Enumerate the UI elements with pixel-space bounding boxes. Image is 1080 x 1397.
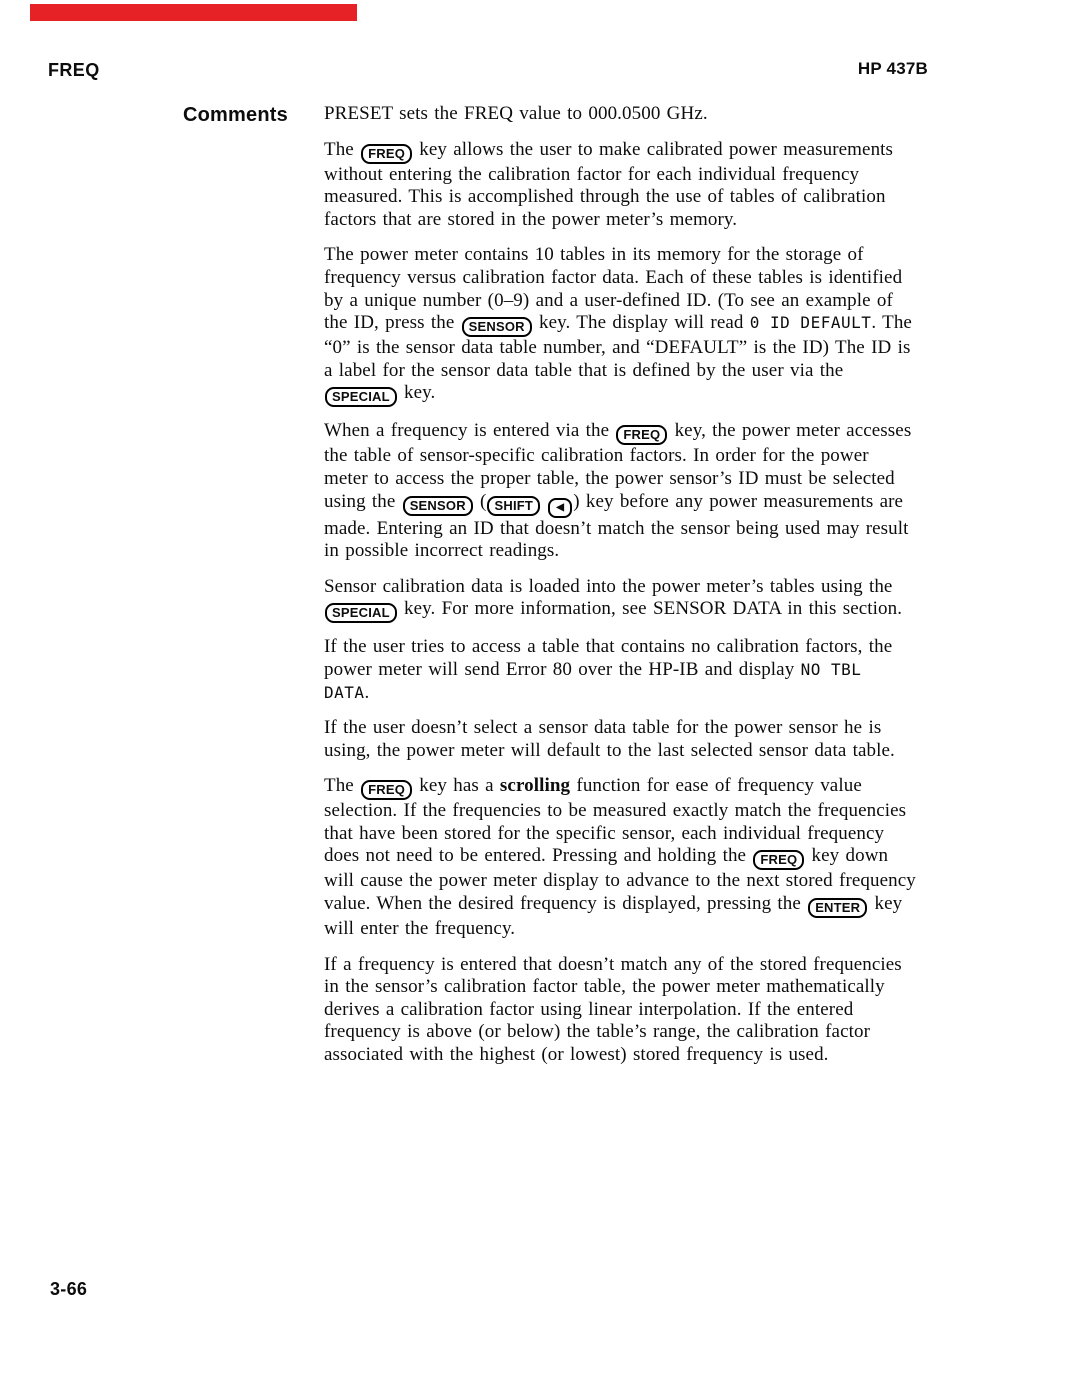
text-run: If a frequency is entered that doesn’t match any of the stored frequencies in the sensor’s calibration factor table, the power meter mathematically derives a calibration factor using linear interpolation. If the entered frequency is above (or below) the table’s range, the calibration factor associated with the highest (or lowest) stored frequency is used. [324, 953, 902, 1066]
sensor-keycap: SENSOR [462, 317, 532, 337]
paragraph [324, 576, 916, 624]
text-run: key has a [413, 775, 500, 797]
paragraph [324, 420, 916, 562]
text-run: . The “0” is the sensor data table number, and “DEFAULT” is the ID) The ID is a label for the sensor data table that is defined by the user via the [324, 312, 912, 381]
paragraph [324, 954, 916, 1067]
special-keycap: SPECIAL [325, 603, 397, 623]
paragraph [324, 717, 916, 762]
lcd-display-text: 0 ID DEFAULT [749, 313, 872, 333]
left-arrow-keycap: ◀ [548, 498, 572, 518]
freq-keycap: FREQ [361, 780, 412, 800]
text-run: . [364, 681, 370, 703]
text-run: The [324, 138, 361, 160]
text-run [541, 491, 547, 512]
top-edge-red-bar [30, 4, 357, 21]
freq-keycap: FREQ [616, 425, 667, 445]
paragraph [324, 775, 916, 940]
lcd-display-text: NO TBL DATA [324, 659, 862, 702]
freq-keycap: FREQ [361, 144, 412, 164]
text-run: key allows the user to make calibrated power measurements without entering the calibration factor for each individual frequency measured. This is accomplished through the use of tables of calibration factors that are stored in the power meter’s memory. [324, 138, 894, 230]
sensor-keycap: SENSOR [403, 496, 473, 516]
text-run: PRESET sets the FREQ value to 000.0500 GHz. [324, 103, 708, 124]
comments-label: Comments [183, 104, 288, 126]
special-keycap: SPECIAL [325, 387, 397, 407]
text-run: key will enter the frequency. [324, 893, 903, 940]
text-run: function for ease of frequency value selection. If the frequencies to be measured exactly match the frequencies that have been stored for the specific sensor, each individual frequency does not need to be entered. Pressing and holding the [324, 775, 907, 867]
text-run: key. [397, 382, 436, 404]
text-run: key, the power meter accesses the table of sensor-specific calibration factors. In order for the power meter to access the proper table, the power sensor’s ID must be selected using the [324, 420, 912, 512]
page-number: 3-66 [50, 1279, 88, 1299]
running-header-section: FREQ [48, 60, 100, 80]
running-header-model: HP 437B [857, 59, 928, 78]
text-run: The power meter contains 10 tables in its memory for the storage of frequency versus calibration factor data. Each of these tables is identified by a unique number (0–9) and a user-defined ID. (To see an example of the ID, press the [324, 244, 903, 334]
text-run: Sensor calibration data is loaded into the power meter’s tables using the [324, 575, 893, 597]
text-run: key. The display will read [532, 312, 750, 334]
paragraph [324, 103, 916, 126]
text-run: If the user doesn’t select a sensor data table for the power sensor he is using, the power meter will default to the last selected sensor data table. [324, 717, 895, 761]
paragraph [324, 139, 916, 232]
text-run: key down will cause the power meter display to advance to the next stored frequency value. When the desired frequency is displayed, pressing the [324, 845, 916, 915]
text-run: ) key before any power measurements are made. Entering an ID that doesn’t match the sensor being used may result in possible incorrect readings. [324, 490, 909, 562]
text-run: If the user tries to access a table that contains no calibration factors, the power meter will send Error 80 over the HP-IB and display [324, 636, 893, 680]
paragraph [324, 636, 916, 704]
paragraph [324, 244, 916, 407]
shift-keycap: SHIFT [487, 496, 540, 516]
text-run: key. For more information, see SENSOR DATA in this section. [397, 598, 903, 620]
freq-keycap: FREQ [753, 850, 804, 870]
text-run: When a frequency is entered via the [324, 420, 616, 442]
text-run: The [324, 775, 361, 797]
comments-body [324, 103, 916, 1080]
bold-text: scrolling [499, 775, 571, 797]
enter-keycap: ENTER [808, 898, 867, 918]
text-run: ( [473, 490, 487, 512]
